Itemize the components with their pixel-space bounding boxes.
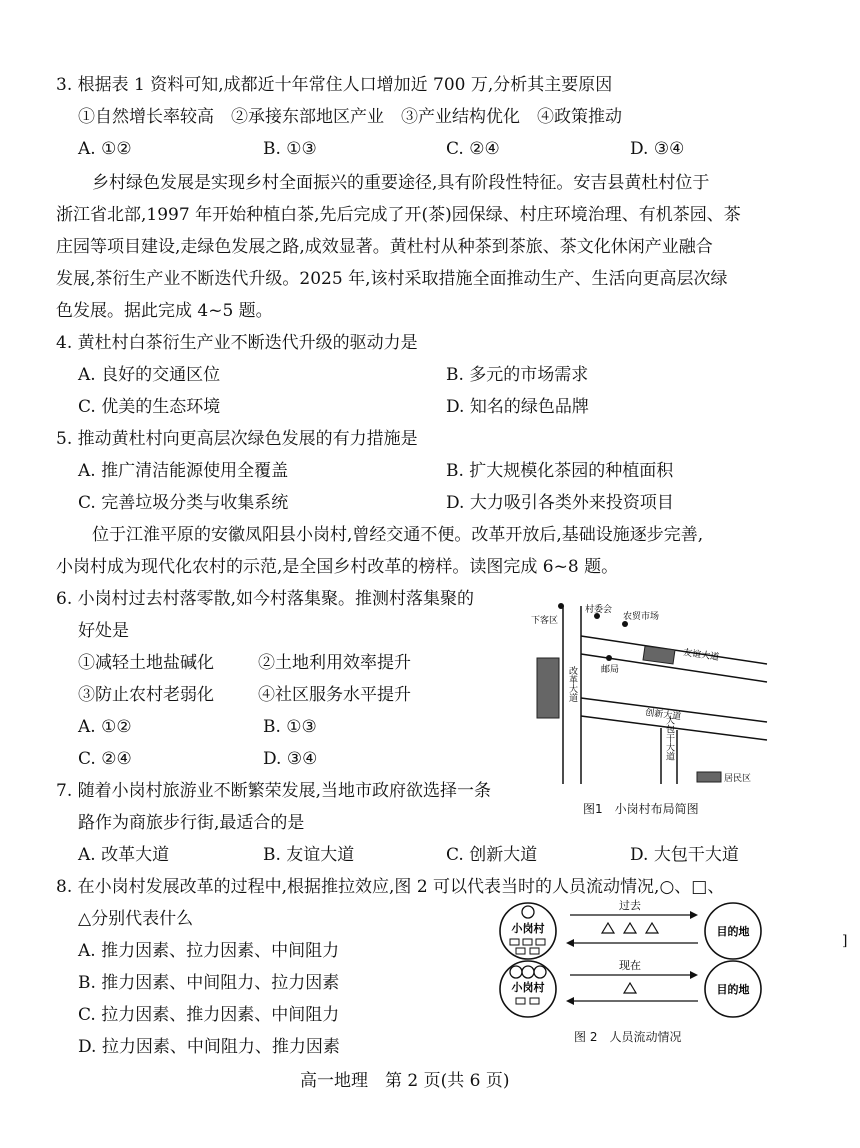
q3-option-d[interactable]: D. ③④ [630,139,685,159]
q6-item-4: ④社区服务水平提升 [258,685,411,705]
q3-option-a[interactable]: A. ①② [78,139,132,159]
q3-option-c[interactable]: C. ②④ [446,139,500,159]
triangle-past-1 [602,923,614,933]
q4-stem: 4. 黄杜村白茶衍生产业不断迭代升级的驱动力是 [56,333,418,353]
youju-point [606,655,612,661]
residential-block-west [537,658,559,718]
q6-option-c[interactable]: C. ②④ [78,749,132,769]
square-now-1 [516,998,525,1004]
q8-option-c[interactable]: C. 拉力因素、推力因素、中间阻力 [78,1005,340,1025]
figure1-caption: 图1 小岗村布局简图 [583,802,699,816]
page-footer: 高一地理 第 2 页(共 6 页) [300,1071,510,1091]
passage1-line3: 庄园等项目建设,走绿色发展之路,成效显著。黄杜村从种茶到茶旅、茶文化休闲产业融合 [56,237,713,257]
legend-label: 居民区 [724,774,752,784]
figure2-flow [490,897,782,1021]
pull-circle-past [522,906,534,918]
legend-swatch [697,772,721,782]
q7-option-a[interactable]: A. 改革大道 [78,845,170,865]
q3-stem: 3. 根据表 1 资料可知,成都近十年常住人口增加近 700 万,分析其主要原因 [56,75,613,95]
square-past-2 [523,939,532,945]
label-youyi: 友谊大道 [682,648,720,663]
triangle-past-3 [646,923,658,933]
passage1-line5: 色发展。据此完成 4~5 题。 [56,301,273,321]
square-past-5 [530,948,539,954]
q7-option-c[interactable]: C. 创新大道 [446,845,538,865]
q5-option-a[interactable]: A. 推广清洁能源使用全覆盖 [78,461,289,481]
square-past-4 [516,948,525,954]
passage2-line1: 位于江淮平原的安徽凤阳县小岗村,曾经交通不便。改革开放后,基础设施逐步完善, [92,525,704,545]
q6-item-2: ②土地利用效率提升 [258,653,411,673]
q4-option-a[interactable]: A. 良好的交通区位 [78,365,221,385]
q5-stem: 5. 推动黄杜村向更高层次绿色发展的有力措施是 [56,429,418,449]
q6-stem-line2: 好处是 [78,621,129,641]
q4-option-b[interactable]: B. 多元的市场需求 [446,365,589,385]
q7-option-d[interactable]: D. 大包干大道 [630,845,739,865]
label-cunweihui: 村委会 [585,605,613,615]
square-now-2 [530,998,539,1004]
arrow-right-now-head [690,971,698,979]
dest-label-past: 目的地 [716,925,750,938]
passage1-line4: 发展,茶衍生产业不断迭代升级。2025 年,该村采取措施全面推动生产、生活向更高层次绿 [56,269,728,289]
label-now: 现在 [619,959,641,972]
q4-option-d[interactable]: D. 知名的绿色品牌 [446,397,589,417]
triangle-past-2 [624,923,636,933]
passage2-line2: 小岗村成为现代化农村的示范,是全国乡村改革的榜样。读图完成 6~8 题。 [56,557,619,577]
pull-circle-now-1 [510,966,522,978]
margin-mark: ] [842,933,848,949]
xiakequ-point [558,603,564,609]
q8-stem-line2: △分别代表什么 [78,909,194,929]
q6-option-d[interactable]: D. ③④ [263,749,318,769]
label-dabaogan: 大包干大道 [664,715,674,761]
passage1-line2: 浙江省北部,1997 年开始种植白茶,先后完成了开(茶)园保绿、村庄环境治理、有机茶园、茶 [56,205,741,225]
pull-circle-now-2 [522,966,534,978]
q5-option-c[interactable]: C. 完善垃圾分类与收集系统 [78,493,289,513]
pull-circle-now-3 [534,966,546,978]
q4-option-c[interactable]: C. 优美的生态环境 [78,397,221,417]
label-youju: 邮局 [601,665,620,675]
square-past-3 [536,939,545,945]
passage1-line1: 乡村绿色发展是实现乡村全面振兴的重要途径,具有阶段性特征。安吉县黄杜村位于 [92,173,710,193]
q6-option-b[interactable]: B. ①③ [263,717,317,737]
q3-option-b[interactable]: B. ①③ [263,139,317,159]
square-past-1 [510,939,519,945]
q5-option-d[interactable]: D. 大力吸引各类外来投资项目 [446,493,674,513]
dest-label-now: 目的地 [716,983,750,996]
q7-stem-line2: 路作为商旅步行街,最适合的是 [78,813,305,833]
village-label-past: 小岗村 [511,922,545,935]
village-label-now: 小岗村 [511,981,545,994]
q6-option-a[interactable]: A. ①② [78,717,132,737]
figure1-map [525,596,775,796]
q8-option-d[interactable]: D. 拉力因素、中间阻力、推力因素 [78,1037,340,1057]
label-chuangxin: 创新大道 [644,708,682,723]
figure2-caption: 图 2 人员流动情况 [574,1030,682,1044]
label-nongmao: 农贸市场 [623,612,660,622]
q6-stem-line1: 6. 小岗村过去村落零散,如今村落集聚。推测村落集聚的 [56,589,475,609]
q8-option-a[interactable]: A. 推力因素、拉力因素、中间阻力 [78,941,340,961]
arrow-left-now-head [566,997,574,1005]
q8-option-b[interactable]: B. 推力因素、中间阻力、拉力因素 [78,973,340,993]
arrow-left-past-head [566,939,574,947]
q5-option-b[interactable]: B. 扩大规模化茶园的种植面积 [446,461,674,481]
arrow-right-past-head [690,911,698,919]
q7-stem-line1: 7. 随着小岗村旅游业不断繁荣发展,当地市政府欲选择一条 [56,781,492,801]
q3-items: ①自然增长率较高 ②承接东部地区产业 ③产业结构优化 ④政策推动 [78,107,622,127]
q7-option-b[interactable]: B. 友谊大道 [263,845,355,865]
q6-item-1: ①减轻土地盐碱化 [78,653,214,673]
label-gaige: 改革大道 [567,666,577,702]
label-past: 过去 [619,899,641,912]
label-xiakequ: 下客区 [531,616,559,626]
q8-stem-line1: 8. 在小岗村发展改革的过程中,根据推拉效应,图 2 可以代表当时的人员流动情况,○、□、 [56,877,725,897]
q6-item-3: ③防止农村老弱化 [78,685,214,705]
triangle-now-1 [624,983,636,993]
